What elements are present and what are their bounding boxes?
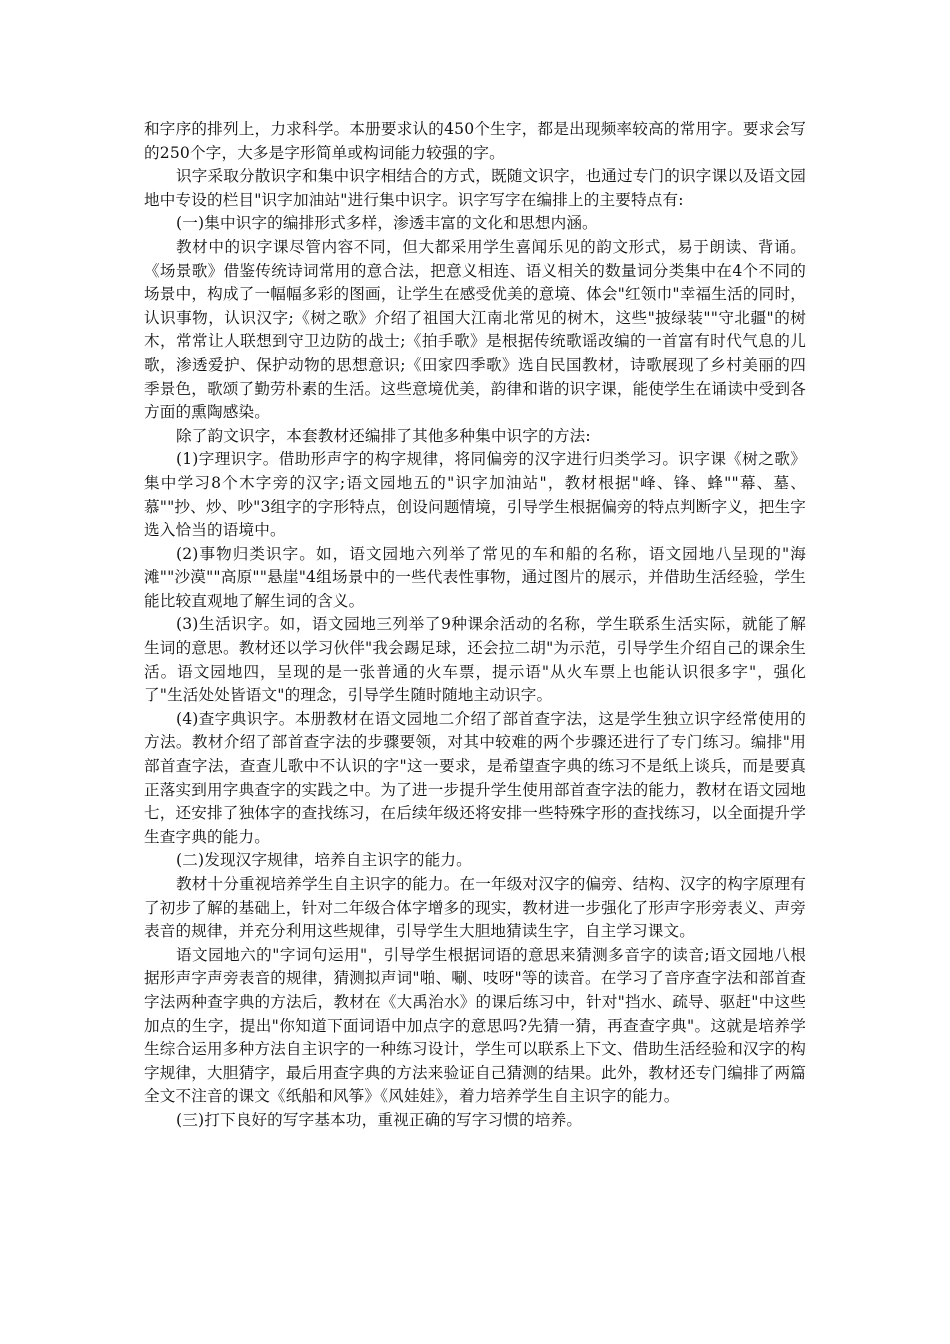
list-item-method-3: (3)生活识字。如，语文园地三列举了9种课余活动的名称，学生联系生活实际，就能了解生词的意思。教材还以学习伙伴"我会踢足球，还会拉二胡"为示范，引导学生介绍自己的课余生活。语文园地四，呈现的是一张普通的火车票，提示语"从火车票上也能认识很多字"，强化了"生活处处皆语文"的理念，引导学生随时随地主动识字。 [144,615,806,705]
section-heading-2: (二)发现汉字规律，培养自主识字的能力。 [176,851,472,870]
paragraph-other-methods: 除了韵文识字，本套教材还编排了其他多种集中识字的方法: [176,426,591,445]
paragraph-literacy-approach: 识字采取分散识字和集中识字相结合的方式，既随文识字，也通过专门的识字课以及语文园地中专设的栏目"识字加油站"进行集中识字。识字写字在编排上的主要特点有: [144,167,806,209]
list-item-method-4: (4)查字典识字。本册教材在语文园地二介绍了部首查字法，这是学生独立识字经常使用的方法。教材介绍了部首查字法的步骤要领，对其中较难的两个步骤还进行了专门练习。编排"用部首查字法，查查儿歌中不认识的字"这一要求，是希望查字典的练习不是纸上谈兵，而是要真正落实到用字典查字的实践之中。为了进一步提升学生使用部首查字法的能力，教材在语文园地七，还安排了独体字的查找练习，在后续年级还将安排一些特殊字形的查找练习，以全面提升学生查字典的能力。 [144,709,806,846]
section-heading-3: (三)打下良好的写字基本功，重视正确的写字习惯的培养。 [176,1110,583,1129]
paragraph-continuation: 和字序的排列上，力求科学。本册要求认的450个生字，都是出现频率较高的常用字。要求会写的250个字，大多是字形简单或构词能力较强的字。 [144,120,806,162]
paragraph-language-garden: 语文园地六的"字词句运用"，引导学生根据词语的意思来猜测多音字的读音;语文园地八根据形声字声旁表音的规律，猜测拟声词"啪、唰、吱呀"等的读音。在学习了音序查字法和部首查字法两种查字典的方法后，教材在《大禹治水》的课后练习中，针对"挡水、疏导、驱赶"中这些加点的生字，提出"你知道下面词语中加点字的意思吗?先猜一猜，再查查字典"。这就是培养学生综合运用多种方法自主识字的一种练习设计，学生可以联系上下文、借助生活经验和汉字的构字规律，大胆猜字，最后用查字典的方法来验证自己猜测的结果。此外，教材还专门编排了两篇全文不注音的课文《纸船和风筝》《风娃娃》，着力培养学生自主识字的能力。 [144,945,806,1106]
paragraph-self-learning: 教材十分重视培养学生自主识字的能力。在一年级对汉字的偏旁、结构、汉字的构字原理有了初步了解的基础上，针对二年级合体字增多的现实，教材进一步强化了形声字形旁表义、声旁表音的规律，并充分利用这些规律，引导学生大胆地猜读生字，自主学习课文。 [144,875,806,941]
list-item-method-1: (1)字理识字。借助形声字的构字规律，将同偏旁的汉字进行归类学习。识字课《树之歌》集中学习8个木字旁的汉字;语文园地五的"识字加油站"，教材根据"峰、锋、蜂""幕、墓、慕""抄、炒、吵"3组字的字形特点，创设问题情境，引导学生根据偏旁的特点判断字义，把生字选入恰当的语境中。 [144,450,806,540]
paragraph-rhyme-texts: 教材中的识字课尽管内容不同，但大都采用学生喜闻乐见的韵文形式，易于朗读、背诵。《场景歌》借鉴传统诗词常用的意合法，把意义相连、语义相关的数量词分类集中在4个不同的场景中，构成了一幅幅多彩的图画，让学生在感受优美的意境、体会"红领巾"幸福生活的同时，认识事物，认识汉字;《树之歌》介绍了祖国大江南北常见的树木，这些"披绿装""守北疆"的树木，常常让人联想到守卫边防的战士;《拍手歌》是根据传统歌谣改编的一首富有时代气息的儿歌，渗透爱护、保护动物的思想意识;《田家四季歌》选自民国教材，诗歌展现了乡村美丽的四季景色，歌颂了勤劳朴素的生活。这些意境优美，韵律和谐的识字课，能使学生在诵读中受到各方面的熏陶感染。 [144,237,806,422]
document-body [144,118,806,1133]
list-item-method-2: (2)事物归类识字。如，语文园地六列举了常见的车和船的名称，语文园地八呈现的"海滩""沙漠""高原""悬崖"4组场景中的一些代表性事物，通过图片的展示，并借助生活经验，学生能比较直观地了解生词的含义。 [144,544,806,610]
section-heading-1: (一)集中识字的编排形式多样，渗透丰富的文化和思想内涵。 [176,214,598,233]
